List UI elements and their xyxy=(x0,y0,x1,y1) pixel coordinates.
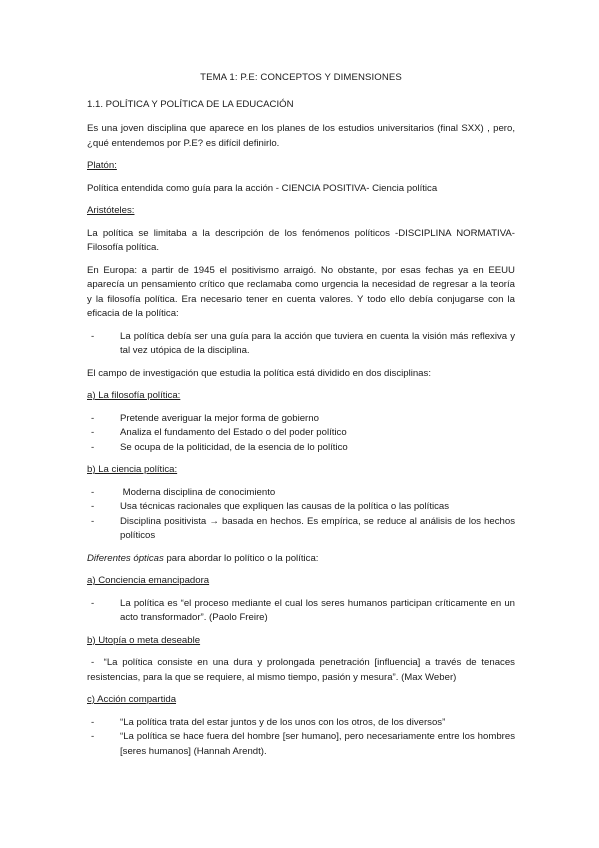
accion-label: c) Acción compartida xyxy=(87,694,177,705)
dash-marker: - xyxy=(91,427,95,438)
list-item: - Disciplina positivista → basada en hechos. Es empírica, se reduce al análisis de los hechos políticos xyxy=(91,515,515,541)
list-item: - Se ocupa de la politicidad, de la esencia de lo político xyxy=(87,441,515,456)
dash-marker: - xyxy=(91,412,95,424)
opticas-italic: Diferentes ópticas xyxy=(87,552,164,564)
utopia-paragraph: - “La política consiste en una dura y prolongada penetración [influencia] a través de tenaces resistencias, para la que se requiere, al mismo tiempo, pasión y mesura”. (Max Weber) xyxy=(87,657,515,683)
dash-marker: - xyxy=(91,515,95,527)
intro-paragraph: Es una joven disciplina que aparece en los planes de los estudios universitarios (final SXX) , pero, ¿qué entendemos por P.E? es difícil definirlo. xyxy=(87,123,515,149)
document-body xyxy=(87,71,515,767)
dash-marker: - xyxy=(91,501,95,512)
filosofia-label: a) La filosofía política: xyxy=(87,390,181,401)
conciencia-list xyxy=(87,597,515,626)
aristoteles-label: Aristóteles: xyxy=(87,205,135,216)
europa-paragraph: En Europa: a partir de 1945 el positivismo arraigó. No obstante, por esas fechas ya en EEUU aparecía un pensamiento crítico que reclamaba como urgencia la necesidad de regresar a la teoría y la filosofía política. Era necesario tener en cuenta valores. Y todo ello debía conjugarse con la eficacia de la política: xyxy=(87,264,515,319)
dash-marker: - xyxy=(91,597,95,609)
opticas-rest: para abordar lo político o la política: xyxy=(163,552,319,564)
list-item: - “La política trata del estar juntos y de los unos con los otros, de los diversos” xyxy=(87,716,515,731)
dash-marker: - xyxy=(91,441,95,453)
dash-marker: - xyxy=(91,731,95,742)
utopia-label: b) Utopía o meta deseable xyxy=(87,634,201,646)
conciencia-label: a) Conciencia emancipadora xyxy=(87,575,210,586)
list-item: - Pretende averiguar la mejor forma de gobierno xyxy=(87,412,515,427)
campo-paragraph: El campo de investigación que estudia la política está dividido en dos disciplinas: xyxy=(87,367,431,379)
list-item: - La política es “el proceso mediante el cual los seres humanos participan críticamente en un acto transformador”. (Paolo Freire) xyxy=(91,597,515,623)
list-item: - Usa técnicas racionales que expliquen las causas de la política o las políticas xyxy=(87,500,515,515)
accion-list xyxy=(87,716,515,760)
opticas-paragraph xyxy=(87,552,515,567)
document-title: TEMA 1: P.E: CONCEPTOS Y DIMENSIONES xyxy=(200,72,402,83)
europa-list xyxy=(87,330,515,359)
list-item: - “La política se hace fuera del hombre [ser humano], pero necesariamente entre los hombres [seres humanos] (Hannah Arendt). xyxy=(91,731,515,757)
dash-marker: - xyxy=(91,716,95,728)
section-heading: 1.1. POLÍTICA Y POLÍTICA DE LA EDUCACIÓN xyxy=(87,98,294,110)
list-item: - La política debía ser una guía para la acción que tuviera en cuenta la visión más reflexiva y tal vez utópica de la disciplina. xyxy=(91,330,515,356)
dash-marker: - xyxy=(91,486,95,498)
aristoteles-paragraph: La política se limitaba a la descripción de los fenómenos políticos -DISCIPLINA NORMATIVA- Filosofía política. xyxy=(87,227,515,253)
platon-paragraph: Política entendida como guía para la acción - CIENCIA POSITIVA- Ciencia política xyxy=(87,182,438,194)
ciencia-label: b) La ciencia política: xyxy=(87,464,178,475)
list-item: - Moderna disciplina de conocimiento xyxy=(87,486,515,501)
dash-marker: - xyxy=(91,330,95,342)
list-item: - Analiza el fundamento del Estado o del poder político xyxy=(87,426,515,441)
ciencia-list xyxy=(87,486,515,544)
platon-label: Platón: xyxy=(87,160,117,171)
dash-marker: - xyxy=(91,657,95,668)
filosofia-list xyxy=(87,412,515,456)
